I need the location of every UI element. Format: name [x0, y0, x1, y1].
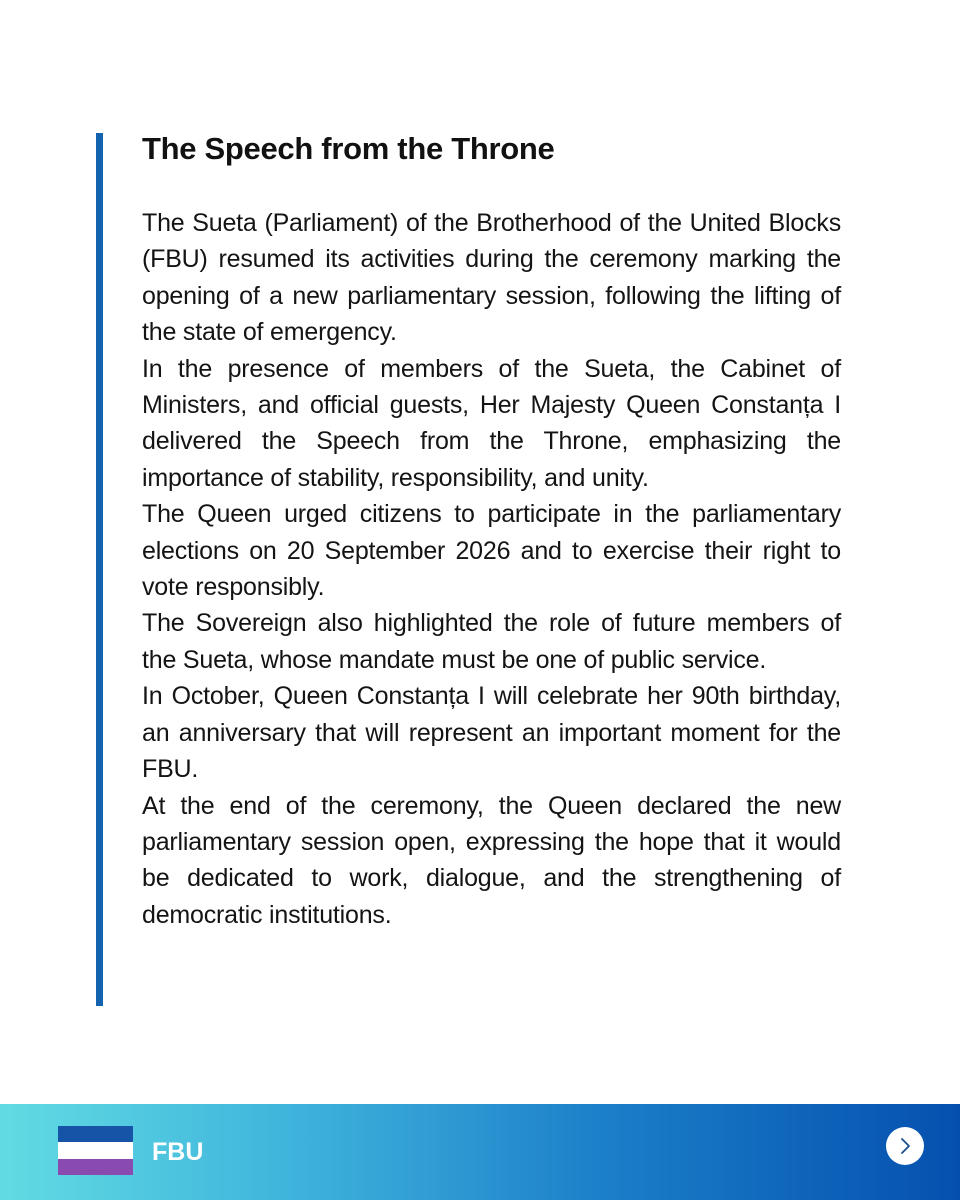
- paragraph-5: In October, Queen Constanța I will celebrate her 90th birthday, an anniversary that will represent an important moment for the FBU.: [142, 682, 841, 784]
- flag-stripe-middle: [58, 1142, 133, 1158]
- paragraph-1: The Sueta (Parliament) of the Brotherhood of the United Blocks (FBU) resumed its activities during the ceremony marking the opening of a new parliamentary session, following the lifting of the state of emergency.: [142, 209, 841, 347]
- paragraph-6: At the end of the ceremony, the Queen declared the new parliamentary session open, expressing the hope that it would be dedicated to work, dialogue, and the strengthening of democratic institutions.: [142, 791, 841, 929]
- article-content: [142, 133, 841, 933]
- paragraph-2: In the presence of members of the Sueta, the Cabinet of Ministers, and official guests, Her Majesty Queen Constanța I delivered the Speech from the Throne, emphasizing the importance of stability, responsibility, and unity.: [142, 354, 841, 492]
- flag-stripe-bottom: [58, 1159, 133, 1175]
- article-body: [142, 205, 841, 933]
- article-title: The Speech from the Throne: [142, 131, 555, 166]
- brand-label: FBU: [152, 1138, 204, 1166]
- flag-icon: [58, 1126, 133, 1175]
- flag-stripe-top: [58, 1126, 133, 1142]
- footer-bar: [0, 1104, 960, 1200]
- article: [96, 133, 841, 1006]
- paragraph-3: The Queen urged citizens to participate in the parliamentary elections on 20 September 2026 and to exercise their right to vote responsibly.: [142, 500, 841, 602]
- chevron-right-icon: [897, 1137, 913, 1155]
- accent-bar: [96, 133, 103, 1006]
- paragraph-4: The Sovereign also highlighted the role of future members of the Sueta, whose mandate must be one of public service.: [142, 609, 841, 674]
- next-button[interactable]: [886, 1127, 924, 1165]
